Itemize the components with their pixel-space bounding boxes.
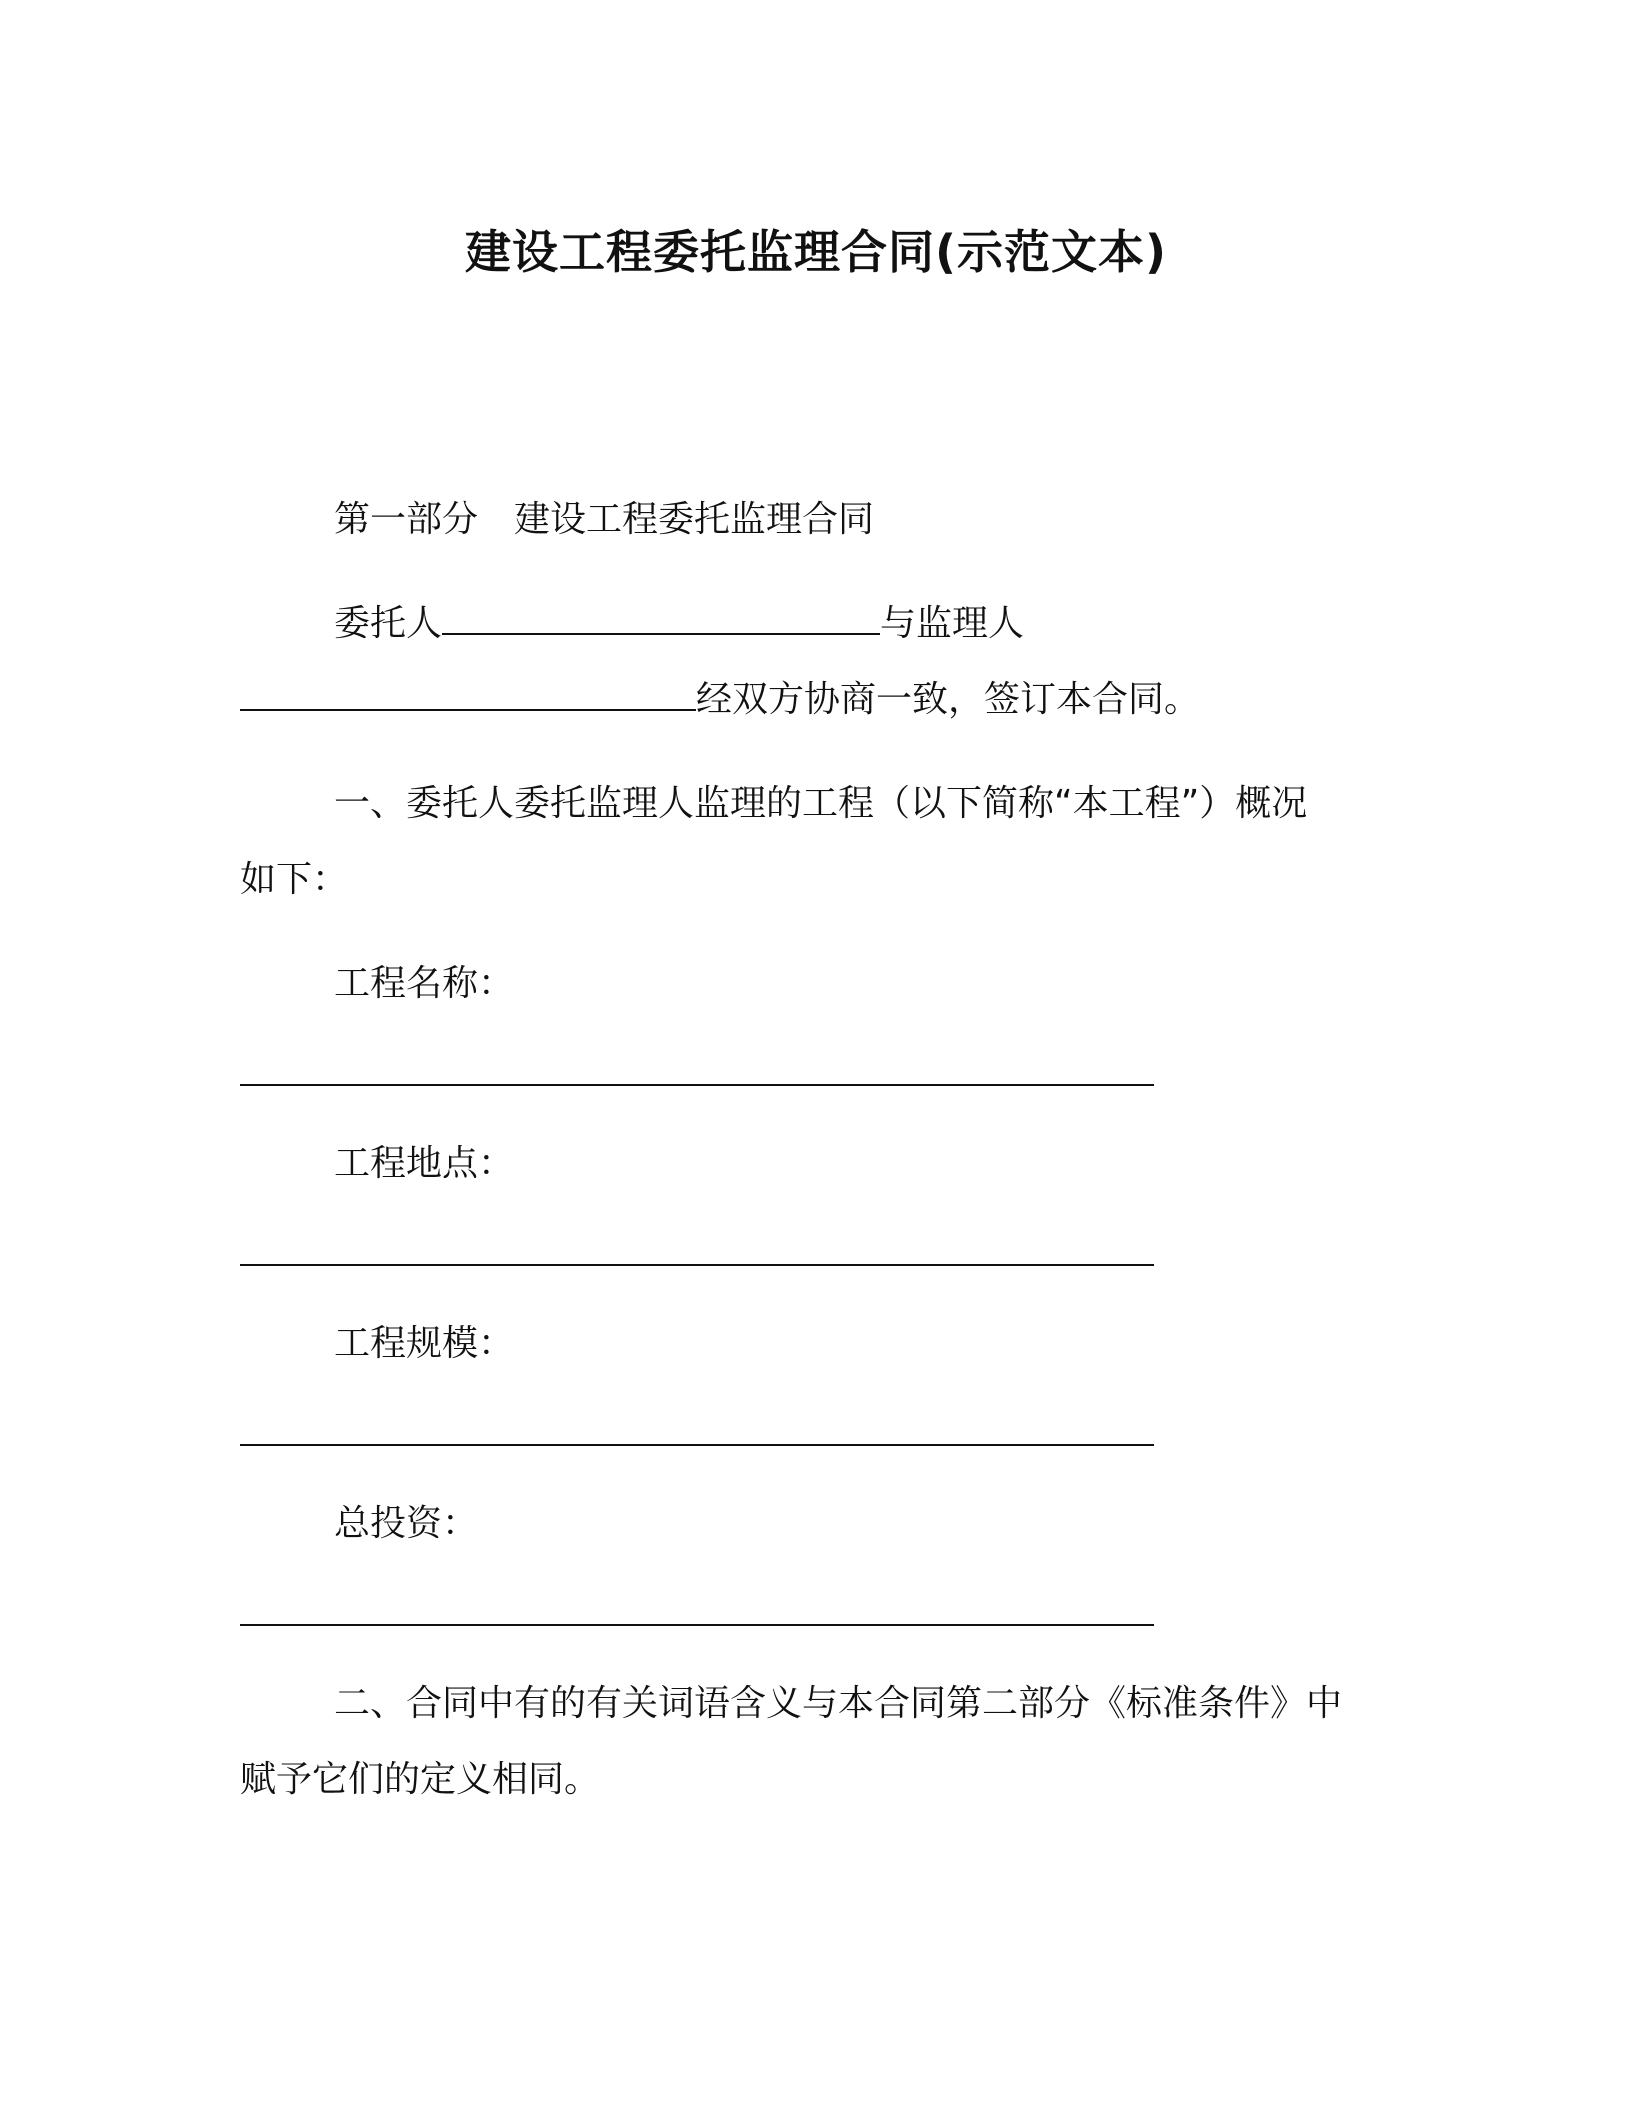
clause-one-line-2: 如下： xyxy=(240,859,349,900)
clause-one-line-1: 一、委托人委托监理人监理的工程（以下简称“本工程”）概况 xyxy=(334,783,1308,824)
project-location-label: 工程地点： xyxy=(334,1143,515,1184)
project-scale-blank[interactable] xyxy=(240,1444,1154,1446)
project-scale-label: 工程规模： xyxy=(334,1323,515,1364)
parties-line-2 xyxy=(240,676,1200,724)
project-location-blank[interactable] xyxy=(240,1264,1154,1266)
client-name-blank[interactable] xyxy=(442,601,880,635)
part-heading: 第一部分 建设工程委托监理合同 xyxy=(334,499,875,540)
clause-two-line-1: 二、合同中有的有关词语含义与本合同第二部分《标准条件》中 xyxy=(334,1683,1343,1724)
agreement-text: 经双方协商一致，签订本合同。 xyxy=(696,679,1201,720)
document-title: 建设工程委托监理合同(示范文本) xyxy=(464,225,1168,279)
client-label: 委托人 xyxy=(334,603,443,644)
project-name-blank[interactable] xyxy=(240,1084,1154,1086)
total-investment-label: 总投资： xyxy=(334,1503,479,1544)
supervisor-name-blank[interactable] xyxy=(240,677,696,711)
project-name-label: 工程名称： xyxy=(334,963,515,1004)
total-investment-blank[interactable] xyxy=(240,1624,1154,1626)
clause-two-line-2: 赋予它们的定义相同。 xyxy=(240,1759,601,1800)
supervisor-label: 与监理人 xyxy=(880,603,1025,644)
parties-line-1 xyxy=(334,600,1024,648)
